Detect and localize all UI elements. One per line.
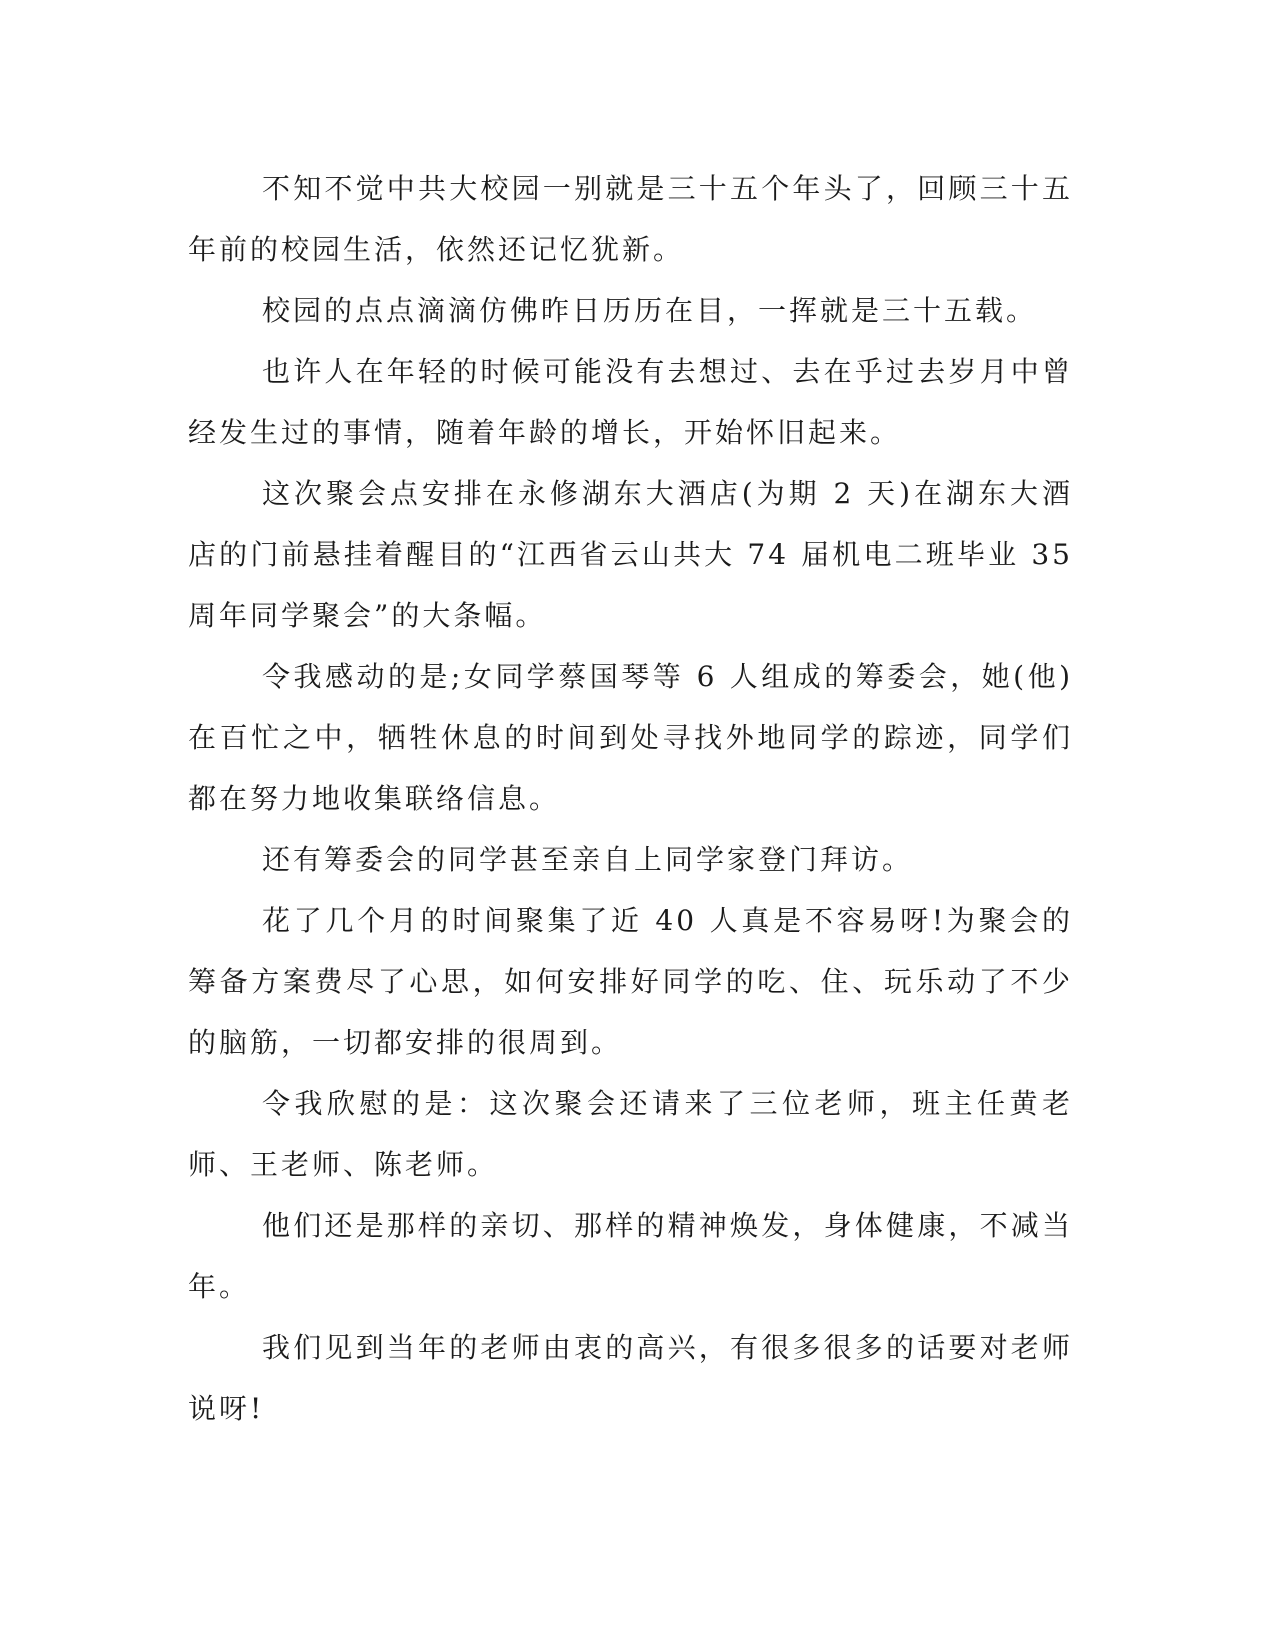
paragraph: 令我感动的是;女同学蔡国琴等 6 人组成的筹委会，她(他)在百忙之中，牺牲休息的时间到处寻找外地同学的踪迹，同学们都在努力地收集联络信息。 [188, 660, 1073, 815]
paragraph: 我们见到当年的老师由衷的高兴，有很多很多的话要对老师说呀! [188, 1331, 1073, 1425]
paragraph: 他们还是那样的亲切、那样的精神焕发，身体健康，不减当年。 [188, 1209, 1073, 1303]
paragraph: 也许人在年轻的时候可能没有去想过、去在乎过去岁月中曾经发生过的事情，随着年龄的增长，开始怀旧起来。 [188, 355, 1073, 449]
paragraph: 还有筹委会的同学甚至亲自上同学家登门拜访。 [262, 843, 914, 876]
document-body [188, 158, 1073, 1439]
paragraph: 花了几个月的时间聚集了近 40 人真是不容易呀!为聚会的筹备方案费尽了心思，如何安排好同学的吃、住、玩乐动了不少的脑筋，一切都安排的很周到。 [188, 904, 1073, 1059]
paragraph: 不知不觉中共大校园一别就是三十五个年头了，回顾三十五年前的校园生活，依然还记忆犹新。 [188, 172, 1073, 266]
paragraph: 令我欣慰的是：这次聚会还请来了三位老师，班主任黄老师、王老师、陈老师。 [188, 1087, 1073, 1181]
paragraph: 校园的点点滴滴仿佛昨日历历在目，一挥就是三十五载。 [262, 294, 1038, 327]
paragraph: 这次聚会点安排在永修湖东大酒店(为期 2 天)在湖东大酒店的门前悬挂着醒目的“江西省云山共大 74 届机电二班毕业 35 周年同学聚会”的大条幅。 [188, 477, 1073, 632]
